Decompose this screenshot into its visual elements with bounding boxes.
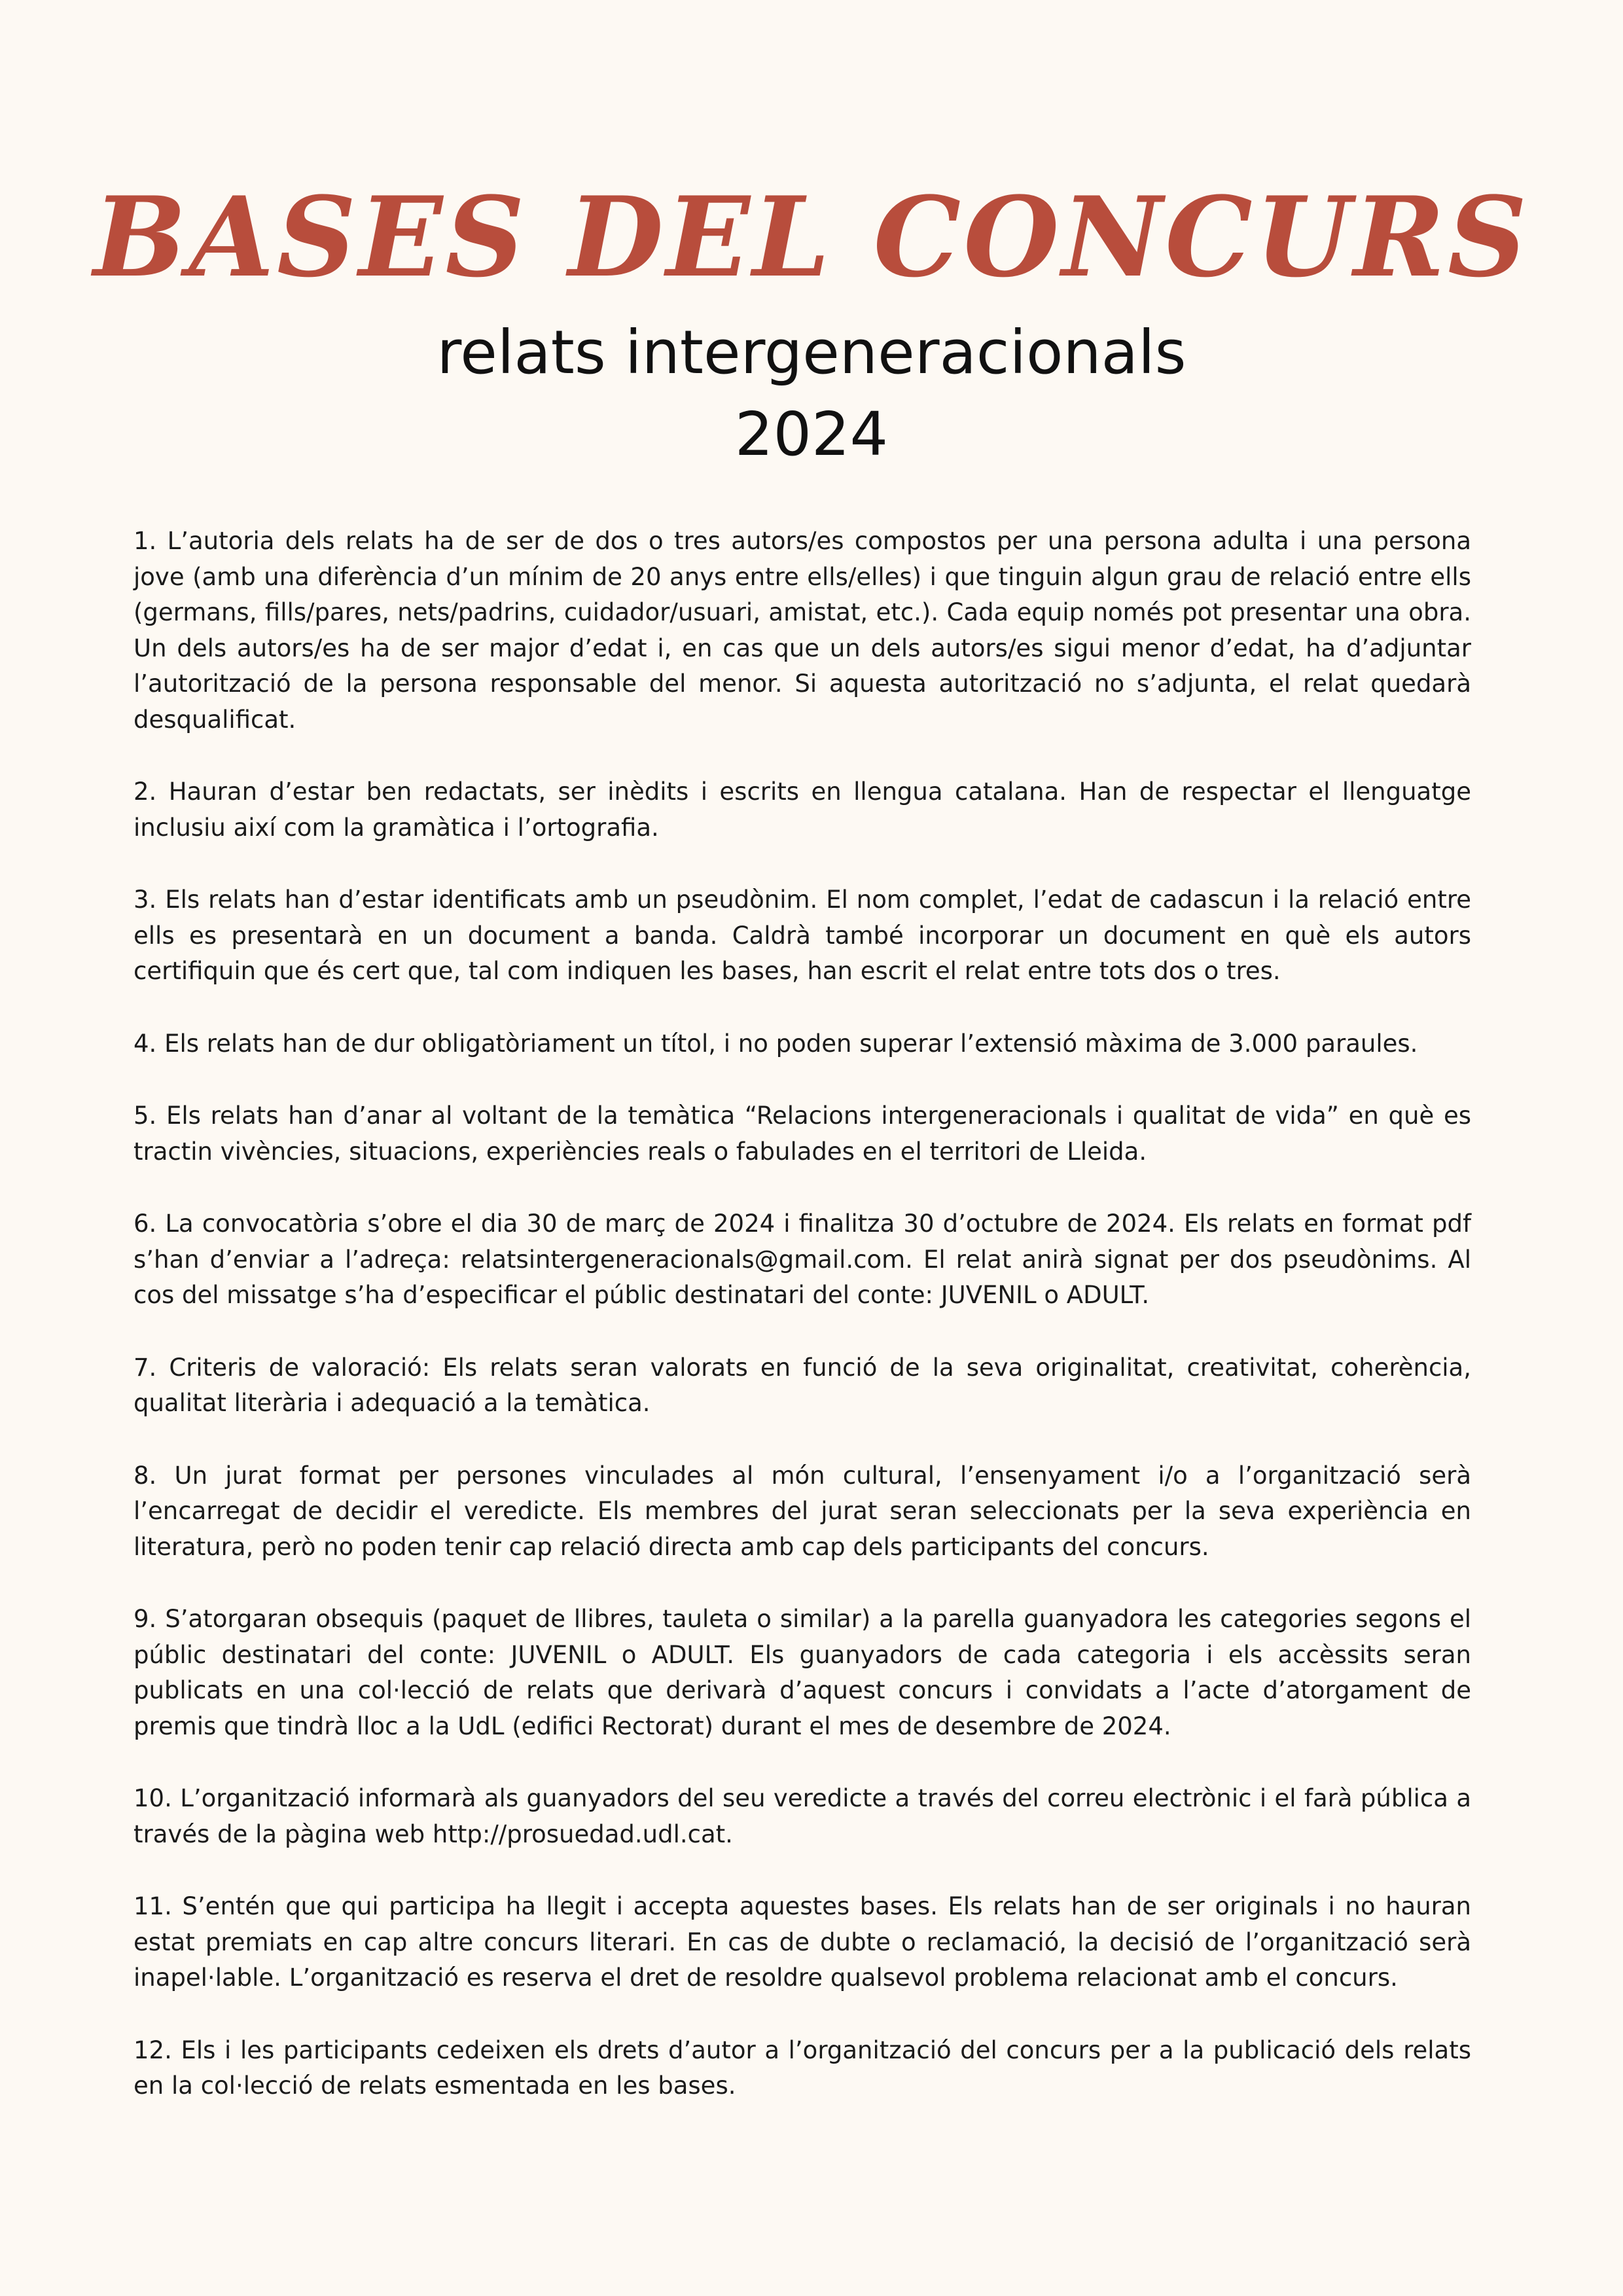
rule-5: 5. Els relats han d’anar al voltant de la temàtica “Relacions intergeneracionals i qualitat de vida” en què es tractin vivències, situacions, experiències reals o fabulades en el territori de Lleida. xyxy=(134,1102,1471,1166)
rule-1: 1. L’autoria dels relats ha de ser de dos o tres autors/es compostos per una persona adulta i una persona jove (amb una diferència d’un mínim de 20 anys entre ells/elles) i que tinguin algun grau de relació entre ells (germans, fills/pares, nets/padrins, cuidador/usuari, amistat, etc.). Cada equip només pot presentar una obra. Un dels autors/es ha de ser major d’edat i, en cas que un dels autors/es sigui menor d’edat, ha d’adjuntar l’autorització de la persona responsable del menor. Si aquesta autorització no s’adjunta, el relat quedarà desqualificat. xyxy=(134,527,1471,734)
rule-12: 12. Els i les participants cedeixen els drets d’autor a l’organització del concurs per a la publicació dels relats en la col·lecció de relats esmentada en les bases. xyxy=(134,2036,1471,2100)
rule-6: 6. La convocatòria s’obre el dia 30 de març de 2024 i finalitza 30 d’octubre de 2024. Els relats en format pdf s’han d’enviar a l’adreça: relatsintergeneracionals@gmail.com. El relat anirà signat per dos pseudònims. Al cos del missatge s’ha d’especificar el públic destinatari del conte: JUVENIL o ADULT. xyxy=(134,1210,1471,1309)
rule-7: 7. Criteris de valoració: Els relats seran valorats en funció de la seva originalitat, creativitat, coherència, qualitat literària i adequació a la temàtica. xyxy=(134,1353,1471,1417)
document-title: BASES DEL CONCURS xyxy=(93,172,1530,302)
rule-3: 3. Els relats han d’estar identificats amb un pseudònim. El nom complet, l’edat de cadascun i la relació entre ells es presentarà en un document a banda. Caldrà també incorporar un document en què els autors certifiquin que és cert que, tal com indiquen les bases, han escrit el relat entre tots dos o tres. xyxy=(134,886,1471,985)
rule-10: 10. L’organització informarà als guanyadors del seu veredicte a través del correu electrònic i el farà pública a través de la pàgina web http://prosuedad.udl.cat. xyxy=(134,1784,1471,1848)
document-year: 2024 xyxy=(734,399,889,469)
rules-list xyxy=(134,524,1471,2141)
rule-8: 8. Un jurat format per persones vinculades al món cultural, l’ensenyament i/o a l’organització serà l’encarregat de decidir el veredicte. Els membres del jurat seran seleccionats per la seva experiència en literatura, però no poden tenir cap relació directa amb cap dels participants del concurs. xyxy=(134,1461,1471,1561)
document-subtitle: relats intergeneracionals xyxy=(437,317,1186,387)
rule-11: 11. S’entén que qui participa ha llegit i accepta aquestes bases. Els relats han de ser originals i no hauran estat premiats en cap altre concurs literari. En cas de dubte o reclamació, la decisió de l’organització serà inapel·lable. L’organització es reserva el dret de resoldre qualsevol problema relacionat amb el concurs. xyxy=(134,1892,1471,1992)
rule-9: 9. S’atorgaran obsequis (paquet de llibres, tauleta o similar) a la parella guanyadora les categories segons el públic destinatari del conte: JUVENIL o ADULT. Els guanyadors de cada categoria i els accèssits seran publicats en una col·lecció de relats que derivarà d’aquest concurs i convidats a l’acte d’atorgament de premis que tindrà lloc a la UdL (edifici Rectorat) durant el mes de desembre de 2024. xyxy=(134,1605,1471,1740)
rule-2: 2. Hauran d’estar ben redactats, ser inèdits i escrits en llengua catalana. Han de respectar el llenguatge inclusiu així com la gramàtica i l’ortografia. xyxy=(134,778,1471,842)
rule-4: 4. Els relats han de dur obligatòriament un títol, i no poden superar l’extensió màxima de 3.000 paraules. xyxy=(134,1029,1418,1058)
